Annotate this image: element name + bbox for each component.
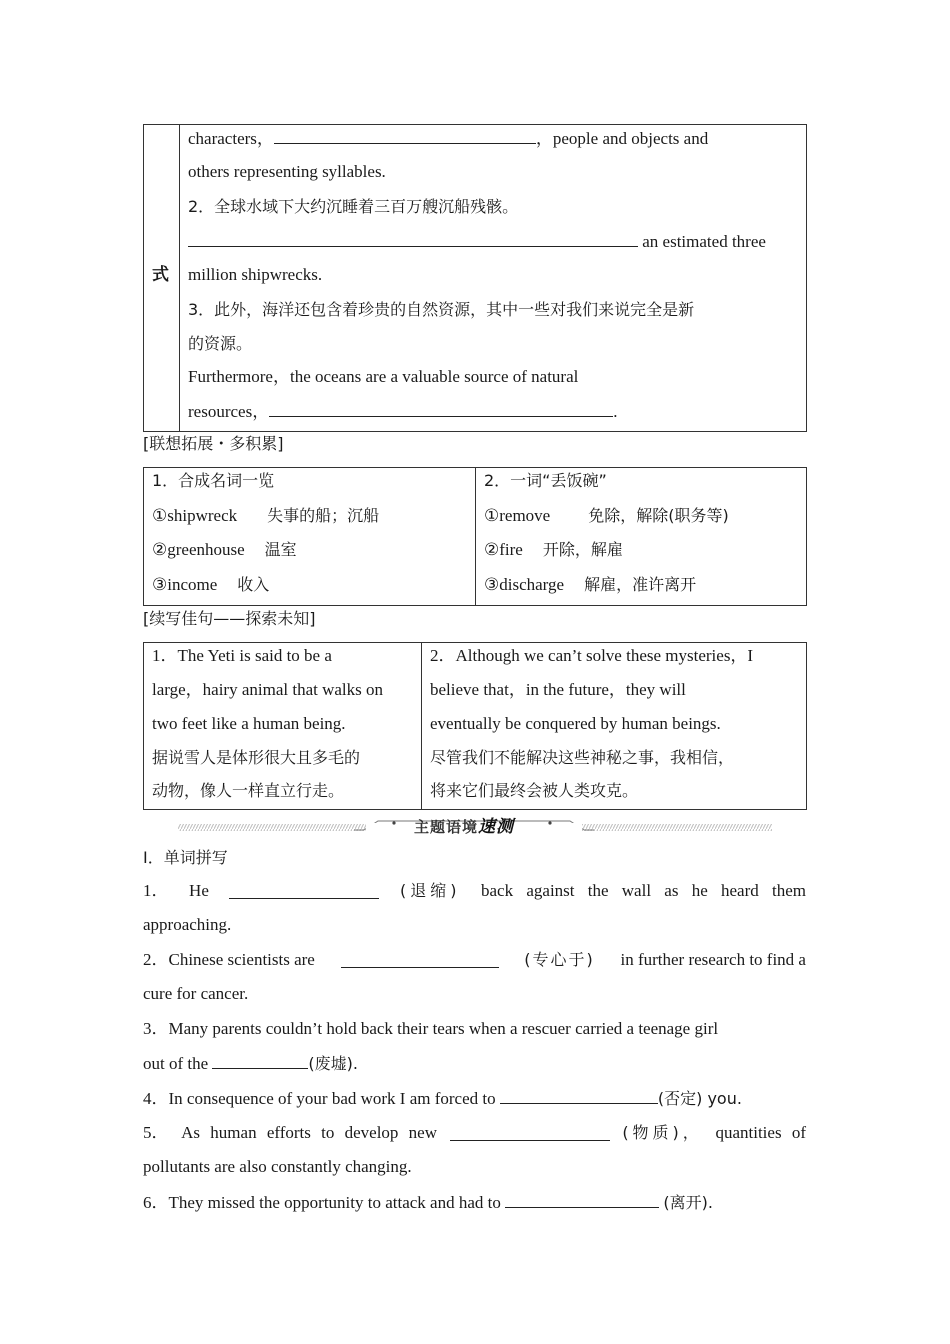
answer-blank[interactable] <box>229 883 379 899</box>
section-heading-sentences: [续写佳句——探索未知] <box>143 609 316 628</box>
sentence-left-line: 1．The Yeti is said to be a <box>152 646 332 665</box>
expand-table-divider <box>475 467 476 606</box>
sentences-table-divider <box>421 642 422 810</box>
section-heading-expand: [联想拓展・多积累] <box>143 434 284 453</box>
expand-left-title: 1．合成名词一览 <box>152 471 275 490</box>
sentence-right-line: 2．Although we can’t solve these mysteries，I <box>430 646 754 665</box>
answer-blank[interactable] <box>341 952 499 968</box>
top-line-2: others representing syllables. <box>188 162 386 181</box>
question-3-cont: out of the (废墟). <box>143 1054 358 1073</box>
top-line-4: an estimated three <box>188 231 766 252</box>
top-line-1: characters， ，people and objects and <box>188 129 709 148</box>
top-line-7: 的资源。 <box>188 334 253 353</box>
sentence-right-cn: 尽管我们不能解决这些神秘之事，我相信， <box>430 748 735 767</box>
question-2-cont: cure for cancer. <box>143 984 249 1003</box>
expand-right-title: 2．一词“丢饭碗” <box>484 471 607 490</box>
sentence-right-line: eventually be conquered by human beings. <box>430 714 721 733</box>
question-5: 5． As human efforts to develop new (物质)， quantities of <box>143 1123 806 1142</box>
expand-left-item: ③income 收入 <box>152 575 270 594</box>
top-line-3: 2．全球水域下大约沉睡着三百万艘沉船残骸。 <box>188 197 519 216</box>
expand-left-item: ②greenhouse 温室 <box>152 540 297 559</box>
expand-right-item: ①remove 免除，解除(职务等) <box>484 506 729 525</box>
answer-blank[interactable] <box>188 231 638 247</box>
sentence-left-line: two feet like a human being. <box>152 714 346 733</box>
top-line-9: resources， . <box>188 402 618 421</box>
top-line-8: Furthermore，the oceans are a valuable source of natural <box>188 367 579 386</box>
question-2: 2．Chinese scientists are (专心于) in further research to find a <box>143 950 806 969</box>
question-4: 4．In consequence of your bad work I am forced to (否定) you. <box>143 1089 742 1108</box>
top-line-5: million shipwrecks. <box>188 265 323 284</box>
banner-emphasis: 速测 <box>478 817 515 837</box>
question-5-cont: pollutants are also constantly changing. <box>143 1157 412 1176</box>
expand-right-item: ③discharge 解雇，准许离开 <box>484 575 697 594</box>
sentence-left-line: large，hairy animal that walks on <box>152 680 384 699</box>
question-3: 3．Many parents couldn’t hold back their tears when a rescuer carried a teenage girl <box>143 1019 719 1038</box>
question-1-cont: approaching. <box>143 915 232 934</box>
top-table-side-label: 式 <box>152 265 169 285</box>
sentence-left-cn: 据说雪人是体形很大且多毛的 <box>152 748 361 767</box>
question-1: 1． He (退缩) back against the wall as he heard them <box>143 881 806 900</box>
answer-blank[interactable] <box>269 401 613 417</box>
answer-blank[interactable] <box>450 1125 610 1141</box>
sentence-right-line: believe that，in the future，they will <box>430 680 686 699</box>
sentence-right-cn: 将来它们最终会被人类攻克。 <box>430 781 639 800</box>
answer-blank[interactable] <box>505 1192 659 1208</box>
top-table-divider <box>179 124 180 432</box>
question-6: 6．They missed the opportunity to attack and had to (离开). <box>143 1193 713 1212</box>
expand-left-item: ①shipwreck 失事的船；沉船 <box>152 506 380 525</box>
answer-blank[interactable] <box>212 1053 308 1069</box>
answer-blank[interactable] <box>500 1088 658 1104</box>
expand-right-item: ②fire 开除，解雇 <box>484 540 623 559</box>
top-line-6: 3．此外，海洋还包含着珍贵的自然资源，其中一些对我们来说完全是新 <box>188 300 695 319</box>
answer-blank[interactable] <box>274 128 536 144</box>
section-banner <box>178 811 772 835</box>
banner-text: 主题语境 <box>414 818 479 836</box>
exercise-title: Ⅰ．单词拼写 <box>143 848 228 867</box>
sentence-left-cn: 动物，像人一样直立行走。 <box>152 781 345 800</box>
